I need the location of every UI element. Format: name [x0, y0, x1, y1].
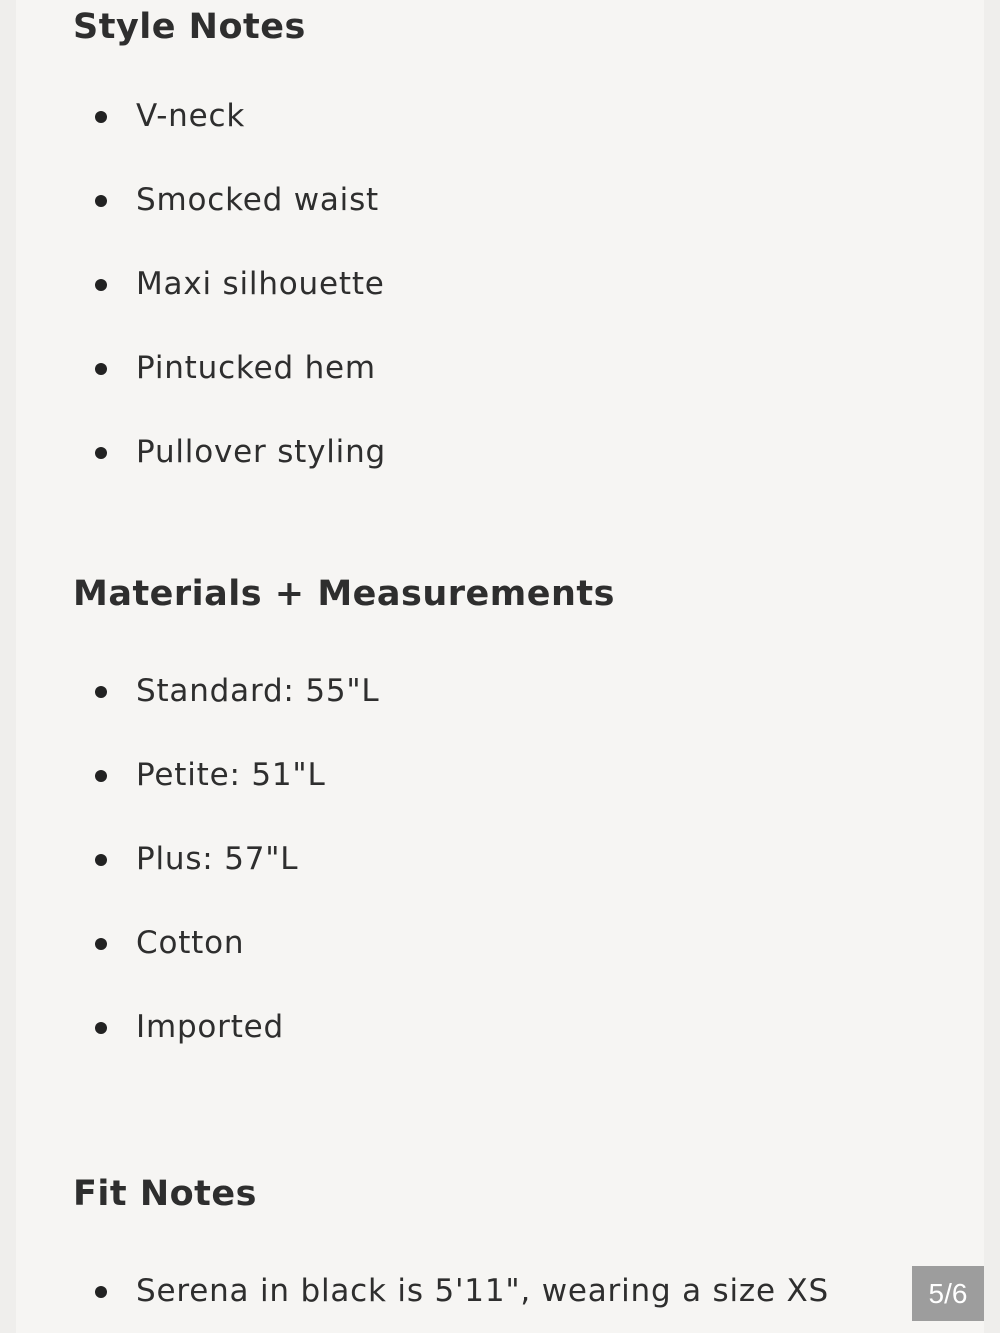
- bullet-icon: [95, 686, 107, 698]
- list-item: [73, 985, 973, 1069]
- product-details-panel: [16, 0, 984, 1333]
- bullet-icon: [95, 447, 107, 459]
- bullet-icon: [95, 363, 107, 375]
- list-item: [73, 74, 973, 158]
- list-item: [73, 1249, 973, 1333]
- list-item: [73, 901, 973, 985]
- list-item-text: Serena in black is 5'11", wearing a size XS: [136, 1273, 829, 1309]
- list-item: [73, 242, 973, 326]
- bullet-icon: [95, 1286, 107, 1298]
- list-item-text: Standard: 55"L: [136, 673, 380, 709]
- bullet-icon: [95, 770, 107, 782]
- style-notes-section: [73, 2, 973, 494]
- list-item: [73, 158, 973, 242]
- style-notes-heading: Style Notes: [73, 7, 306, 47]
- materials-measurements-heading: Materials + Measurements: [73, 574, 615, 614]
- list-item-text: Plus: 57"L: [136, 841, 299, 877]
- list-item: [73, 733, 973, 817]
- materials-measurements-list: [73, 649, 973, 1069]
- list-item-text: Imported: [136, 1009, 285, 1045]
- fit-notes-heading: Fit Notes: [73, 1174, 257, 1214]
- bullet-icon: [95, 938, 107, 950]
- image-page-indicator: 5/6: [912, 1266, 984, 1321]
- list-item-text: Cotton: [136, 925, 245, 961]
- list-item: [73, 326, 973, 410]
- list-item: [73, 817, 973, 901]
- bullet-icon: [95, 111, 107, 123]
- list-item: [73, 410, 973, 494]
- bullet-icon: [95, 1022, 107, 1034]
- fit-notes-list: [73, 1249, 973, 1333]
- bullet-icon: [95, 195, 107, 207]
- list-item-text: Smocked waist: [136, 182, 380, 218]
- list-item-text: Maxi silhouette: [136, 266, 385, 302]
- bullet-icon: [95, 854, 107, 866]
- list-item-text: Petite: 51"L: [136, 757, 326, 793]
- fit-notes-section: [73, 1169, 973, 1333]
- materials-measurements-section: [73, 569, 973, 1069]
- list-item-text: V-neck: [136, 98, 246, 134]
- list-item-text: Pullover styling: [136, 434, 387, 470]
- list-item-text: Pintucked hem: [136, 350, 376, 386]
- list-item: [73, 649, 973, 733]
- style-notes-list: [73, 74, 973, 494]
- bullet-icon: [95, 279, 107, 291]
